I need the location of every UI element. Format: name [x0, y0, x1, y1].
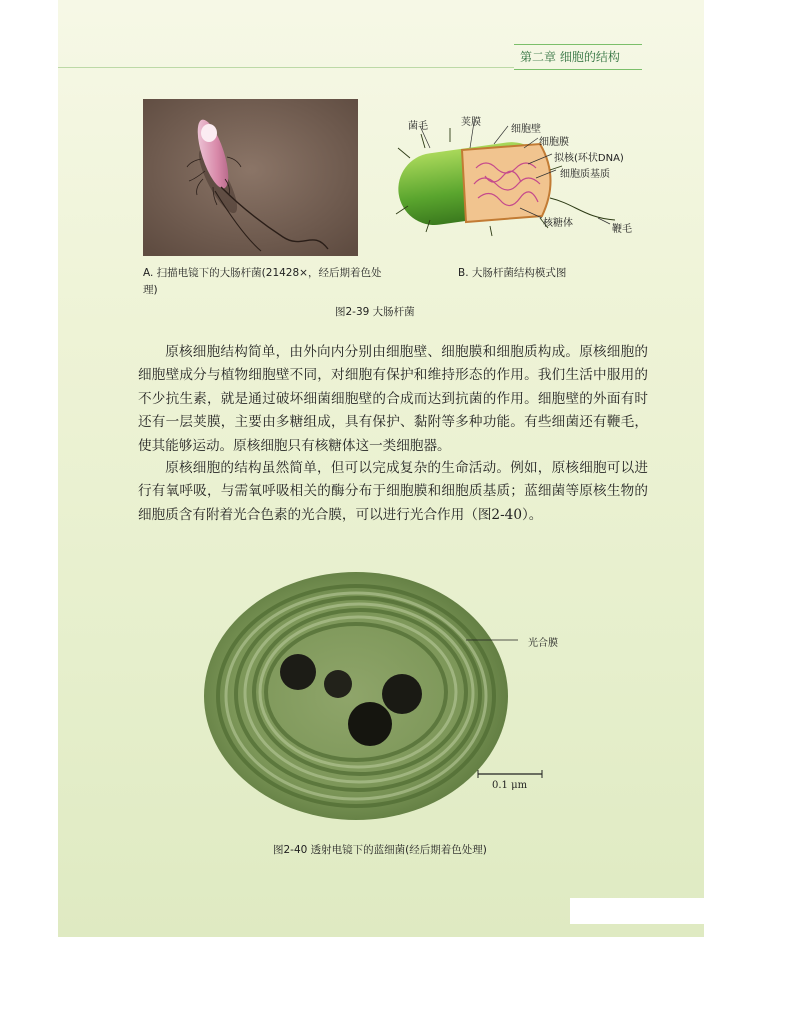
figure-a-caption: A. 扫描电镜下的大肠杆菌(21428×，经后期着色处理) [143, 267, 382, 296]
body-paragraph-1 [138, 341, 648, 458]
scale-bar [476, 768, 546, 780]
figure-2-40-caption: 图2-40 透射电镜下的蓝细菌(经后期着色处理) [273, 844, 487, 856]
figure-b-caption: B. 大肠杆菌结构模式图 [458, 267, 567, 279]
label-pili: 菌毛 [408, 121, 428, 132]
blank-patch [570, 898, 704, 924]
label-cell-wall: 细胞壁 [511, 124, 541, 135]
cyanobacterium-tem-image [198, 568, 518, 826]
scale-bar-label: 0.1 μm [492, 780, 528, 791]
body-paragraph-2 [138, 457, 648, 527]
label-cytoplasm: 细胞质基质 [560, 169, 610, 180]
ecoli-sem-image [143, 99, 358, 256]
paragraph-1-text: 原核细胞结构简单，由外向内分别由细胞壁、细胞膜和细胞质构成。原核细胞的细胞壁成分与植物细胞壁不同，对细胞有保护和维持形态的作用。我们生活中服用的不少抗生素，就是通过破坏细菌细胞壁的合成而达到抗菌的作用。细胞壁的外面有时还有一层荚膜，主要由多糖组成，具有保护、黏附等多种功能。有些细菌还有鞭毛，使其能够运动。原核细胞只有核糖体这一类细胞器。 [138, 344, 648, 454]
chapter-title: 第二章 细胞的结构 [520, 50, 620, 64]
label-capsule: 荚膜 [461, 117, 481, 128]
ecoli-sem-photo [143, 99, 358, 256]
label-ribosome: 核糖体 [543, 218, 573, 229]
label-flagellum: 鞭毛 [612, 224, 632, 235]
header-rule [58, 67, 514, 68]
label-nucleoid: 拟核(环状DNA) [554, 153, 624, 164]
label-photosynthetic-membrane: 光合膜 [528, 638, 558, 649]
figure-2-39-caption: 图2-39 大肠杆菌 [335, 306, 415, 318]
paragraph-2-text: 原核细胞的结构虽然简单，但可以完成复杂的生命活动。例如，原核细胞可以进行有氧呼吸，与需氧呼吸相关的酶分布于细胞膜和细胞质基质；蓝细菌等原核生物的细胞质含有附着光合色素的光合膜，可以进行光合作用（图2-40）。 [138, 460, 648, 523]
label-cell-membrane: 细胞膜 [539, 137, 569, 148]
